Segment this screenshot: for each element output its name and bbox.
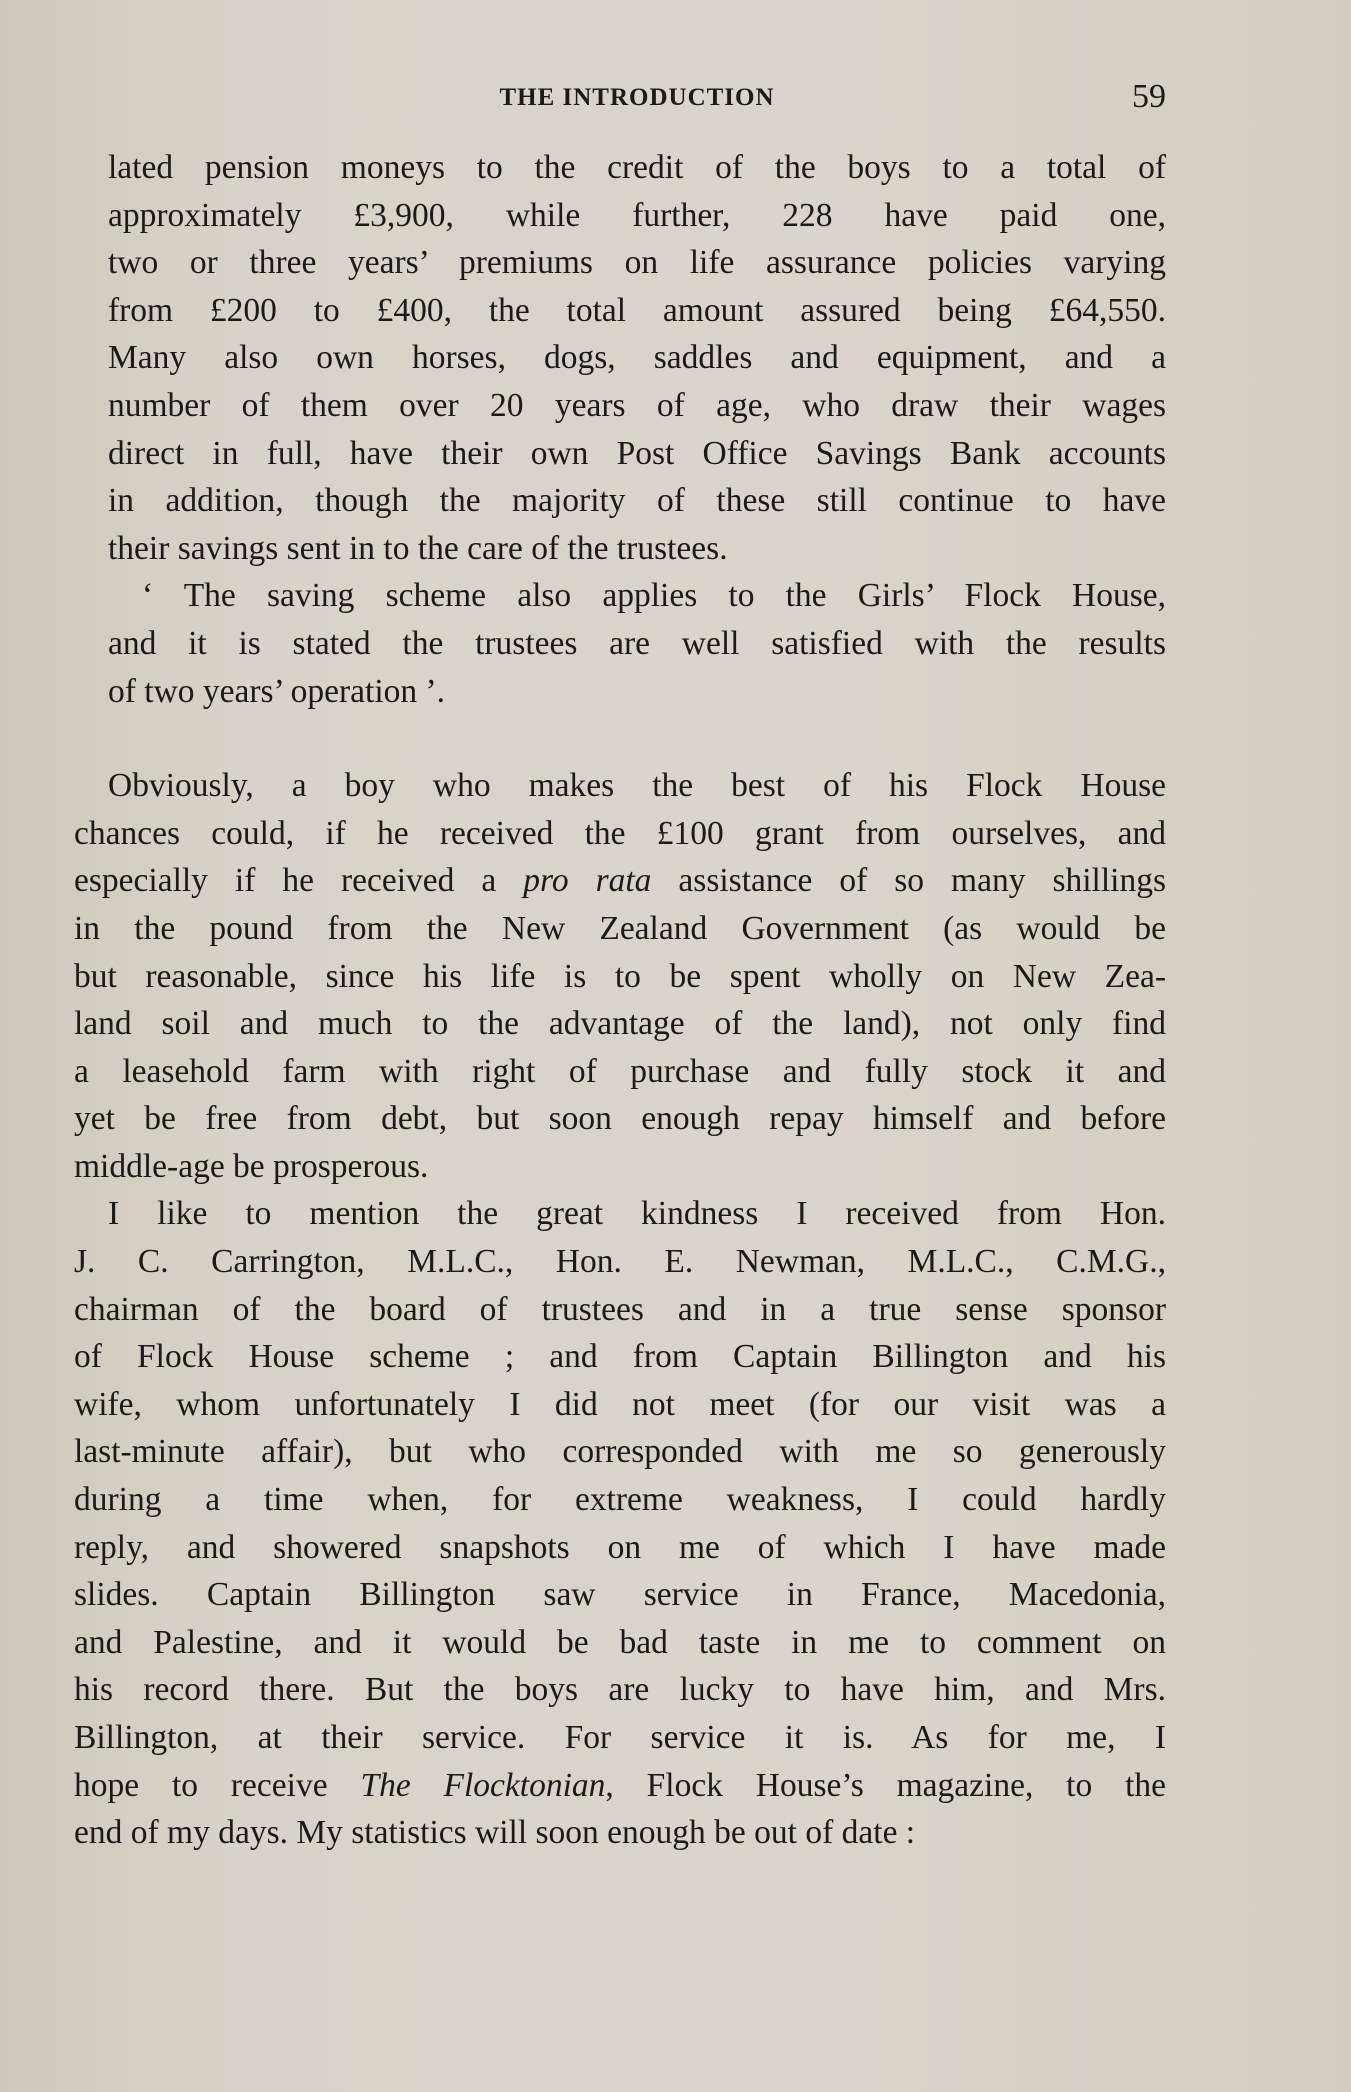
text-line: chances could, if he received the £100 grant from ourselves, and — [74, 814, 1166, 852]
text-segment: assistance of so many shillings — [651, 862, 1167, 900]
text-segment: especially if he received a — [74, 862, 524, 900]
page-header — [108, 78, 1166, 120]
text-line: during a time when, for extreme weakness, I could hardly — [74, 1481, 1166, 1519]
text-line: end of my days. My statistics will soon enough be out of date : — [74, 1814, 916, 1852]
text-line: of two years’ operation ’. — [108, 672, 446, 710]
text-line: lated pension moneys to the credit of the boys to a total of — [108, 149, 1166, 186]
text-segment: hope to receive — [74, 1766, 361, 1804]
text-line: Many also own horses, dogs, saddles and equipment, and a — [108, 339, 1166, 377]
italic-text: pro rata — [523, 862, 652, 900]
text-line: land soil and much to the advantage of the land), not only find — [74, 1005, 1166, 1043]
italic-text: The Flocktonian — [360, 1766, 606, 1804]
text-line: Obviously, a boy who makes the best of his Flock House — [108, 767, 1166, 805]
text-line: direct in full, have their own Post Office Savings Bank accounts — [108, 434, 1166, 472]
quoted-paragraph-2 — [108, 572, 1166, 715]
text-line: and Palestine, and it would be bad taste in me to comment on — [74, 1623, 1166, 1661]
text-line: and it is stated the trustees are well satisfied with the results — [108, 624, 1166, 662]
text-line: chairman of the board of trustees and in a true sense sponsor — [74, 1290, 1166, 1328]
text-line: approximately £3,900, while further, 228 have paid one, — [108, 196, 1166, 234]
quoted-paragraph-1 — [108, 144, 1166, 572]
text-line: number of them over 20 years of age, who draw their wages — [108, 386, 1166, 424]
text-segment: , Flock House’s magazine, to the — [605, 1766, 1167, 1804]
text-line: in the pound from the New Zealand Government (as would be — [74, 909, 1166, 947]
text-line: a leasehold farm with right of purchase and fully stock it and — [74, 1052, 1166, 1090]
text-line: ‘ The saving scheme also applies to the Girls’ Flock House, — [142, 577, 1166, 615]
text-line: two or three years’ premiums on life assurance policies varying — [108, 244, 1166, 282]
text-line: in addition, though the majority of these still continue to have — [108, 482, 1166, 520]
text-line: wife, whom unfortunately I did not meet (for our visit was a — [74, 1385, 1166, 1423]
quoted-block — [74, 144, 1166, 715]
running-head: THE INTRODUCTION — [499, 84, 775, 111]
paragraph-kindness — [74, 1190, 1166, 1856]
text-line: of Flock House scheme ; and from Captain Billington and his — [74, 1338, 1166, 1376]
text-line: slides. Captain Billington saw service in France, Macedonia, — [74, 1576, 1166, 1614]
text-line: his record there. But the boys are lucky to have him, and Mrs. — [74, 1671, 1166, 1709]
paragraph-gap — [74, 715, 1166, 762]
text-line: from £200 to £400, the total amount assured being £64,550. — [108, 291, 1166, 329]
text-line: I like to mention the great kindness I received from Hon. — [108, 1195, 1166, 1233]
text-line: last-minute affair), but who corresponded with me so generously — [74, 1433, 1166, 1471]
page-number: 59 — [1132, 78, 1166, 115]
text-line: yet be free from debt, but soon enough repay himself and before — [74, 1100, 1166, 1138]
paragraph-flock-house-chances — [74, 762, 1166, 1190]
text-line: their savings sent in to the care of the trustees. — [108, 529, 728, 567]
text-line: middle-age be prosperous. — [74, 1147, 429, 1185]
text-line: reply, and showered snapshots on me of which I have made — [74, 1528, 1166, 1566]
text-line: Billington, at their service. For service it is. As for me, I — [74, 1719, 1166, 1756]
text-line — [74, 857, 1166, 905]
text-line: but reasonable, since his life is to be spent wholly on New Zea- — [74, 957, 1166, 995]
body-text — [74, 144, 1166, 1857]
text-line — [74, 1762, 1166, 1810]
text-line: J. C. Carrington, M.L.C., Hon. E. Newman, M.L.C., C.M.G., — [74, 1243, 1166, 1281]
